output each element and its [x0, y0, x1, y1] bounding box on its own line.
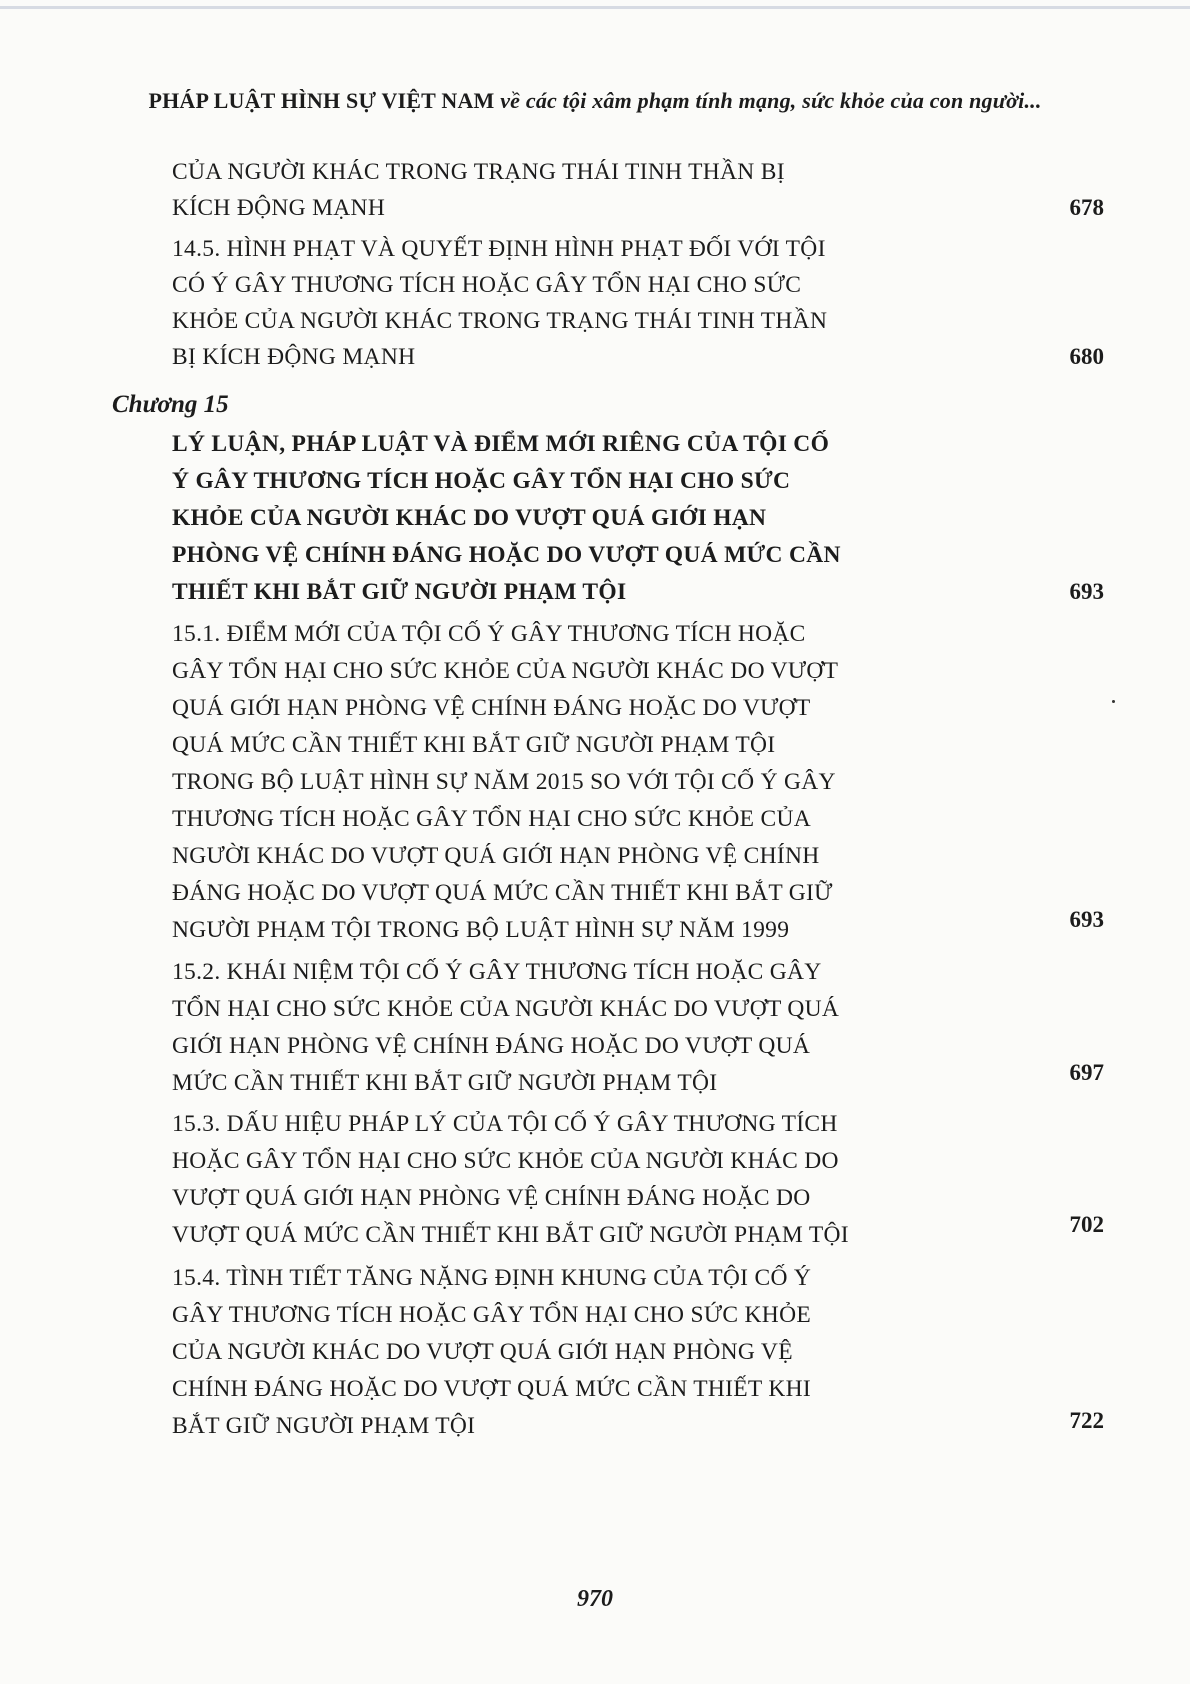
toc-line: GIỚI HẠN PHÒNG VỆ CHÍNH ĐÁNG HOẶC DO VƯỢT QUÁ: [172, 1033, 811, 1059]
toc-line: TỔN HẠI CHO SỨC KHỎE CỦA NGƯỜI KHÁC DO VƯỢT QUÁ: [172, 996, 840, 1022]
toc-line: CHÍNH ĐÁNG HOẶC DO VƯỢT QUÁ MỨC CẦN THIẾT KHI: [172, 1376, 811, 1402]
running-header: [0, 88, 1190, 114]
running-header-bold: PHÁP LUẬT HÌNH SỰ VIỆT NAM: [148, 88, 495, 113]
toc-line: 15.1. ĐIỂM MỚI CỦA TỘI CỐ Ý GÂY THƯƠNG TÍCH HOẶC: [172, 621, 806, 647]
toc-line: TRONG BỘ LUẬT HÌNH SỰ NĂM 2015 SO VỚI TỘI CỐ Ý GÂY: [172, 769, 836, 795]
toc-line: QUÁ MỨC CẦN THIẾT KHI BẮT GIỮ NGƯỜI PHẠM TỘI: [172, 732, 776, 758]
running-header-italic: về các tội xâm phạm tính mạng, sức khỏe của con người...: [500, 88, 1042, 113]
toc-line: CÓ Ý GÂY THƯƠNG TÍCH HOẶC GÂY TỔN HẠI CHO SỨC: [172, 272, 802, 298]
chapter-label: Chương 15: [112, 391, 229, 418]
toc-line: VƯỢT QUÁ GIỚI HẠN PHÒNG VỆ CHÍNH ĐÁNG HOẶC DO: [172, 1185, 811, 1211]
toc-line: NGƯỜI KHÁC DO VƯỢT QUÁ GIỚI HẠN PHÒNG VỆ CHÍNH: [172, 843, 820, 869]
toc-line: ĐÁNG HOẶC DO VƯỢT QUÁ MỨC CẦN THIẾT KHI BẮT GIỮ: [172, 880, 833, 906]
toc-line: GÂY TỔN HẠI CHO SỨC KHỎE CỦA NGƯỜI KHÁC DO VƯỢT: [172, 658, 839, 684]
toc-page-number: 693: [1069, 907, 1104, 932]
toc-line: NGƯỜI PHẠM TỘI TRONG BỘ LUẬT HÌNH SỰ NĂM 1999: [172, 917, 790, 943]
page-number-footer: 970: [577, 1586, 613, 1612]
toc-page-number: 697: [1069, 1060, 1104, 1085]
toc-line: 15.2. KHÁI NIỆM TỘI CỐ Ý GÂY THƯƠNG TÍCH HOẶC GÂY: [172, 959, 822, 985]
toc-line: MỨC CẦN THIẾT KHI BẮT GIỮ NGƯỜI PHẠM TỘI: [172, 1070, 718, 1096]
chapter-title-line: LÝ LUẬN, PHÁP LUẬT VÀ ĐIỂM MỚI RIÊNG CỦA TỘI CỐ: [172, 431, 830, 457]
toc-line: 15.3. DẤU HIỆU PHÁP LÝ CỦA TỘI CỐ Ý GÂY THƯƠNG TÍCH: [172, 1111, 838, 1137]
toc-line: KÍCH ĐỘNG MẠNH: [172, 195, 386, 221]
chapter-title-line: KHỎE CỦA NGƯỜI KHÁC DO VƯỢT QUÁ GIỚI HẠN: [172, 505, 767, 531]
toc-line: 15.4. TÌNH TIẾT TĂNG NẶNG ĐỊNH KHUNG CỦA TỘI CỐ Ý: [172, 1265, 812, 1291]
chapter-title-line: PHÒNG VỆ CHÍNH ĐÁNG HOẶC DO VƯỢT QUÁ MỨC CẦN: [172, 542, 841, 568]
top-edge-rule: [0, 6, 1190, 9]
chapter-page-number: 693: [1069, 579, 1104, 604]
toc-line: CỦA NGƯỜI KHÁC TRONG TRẠNG THÁI TINH THẦN BỊ: [172, 159, 785, 185]
toc-line: BẮT GIỮ NGƯỜI PHẠM TỘI: [172, 1413, 476, 1439]
toc-line: THƯƠNG TÍCH HOẶC GÂY TỔN HẠI CHO SỨC KHỎE CỦA: [172, 806, 811, 832]
chapter-title-line: THIẾT KHI BẮT GIỮ NGƯỜI PHẠM TỘI: [172, 579, 627, 605]
toc-line: KHỎE CỦA NGƯỜI KHÁC TRONG TRẠNG THÁI TINH THẦN: [172, 308, 828, 334]
toc-line: GÂY THƯƠNG TÍCH HOẶC GÂY TỔN HẠI CHO SỨC KHỎE: [172, 1302, 811, 1328]
scan-speck: [1112, 700, 1115, 703]
toc-line: 14.5. HÌNH PHẠT VÀ QUYẾT ĐỊNH HÌNH PHẠT ĐỐI VỚI TỘI: [172, 236, 826, 262]
toc-page-number: 680: [1069, 344, 1104, 369]
toc-line: CỦA NGƯỜI KHÁC DO VƯỢT QUÁ GIỚI HẠN PHÒNG VỆ: [172, 1339, 793, 1365]
toc-line: VƯỢT QUÁ MỨC CẦN THIẾT KHI BẮT GIỮ NGƯỜI PHẠM TỘI: [172, 1222, 849, 1248]
toc-line: HOẶC GÂY TỔN HẠI CHO SỨC KHỎE CỦA NGƯỜI KHÁC DO: [172, 1148, 839, 1174]
toc-page-number: 702: [1069, 1212, 1104, 1237]
toc-page-number: 678: [1069, 195, 1104, 220]
toc-page-number: 722: [1069, 1408, 1104, 1433]
chapter-title-line: Ý GÂY THƯƠNG TÍCH HOẶC GÂY TỔN HẠI CHO SỨC: [172, 468, 791, 494]
toc-line: QUÁ GIỚI HẠN PHÒNG VỆ CHÍNH ĐÁNG HOẶC DO VƯỢT: [172, 695, 811, 721]
toc-line: BỊ KÍCH ĐỘNG MẠNH: [172, 344, 416, 370]
